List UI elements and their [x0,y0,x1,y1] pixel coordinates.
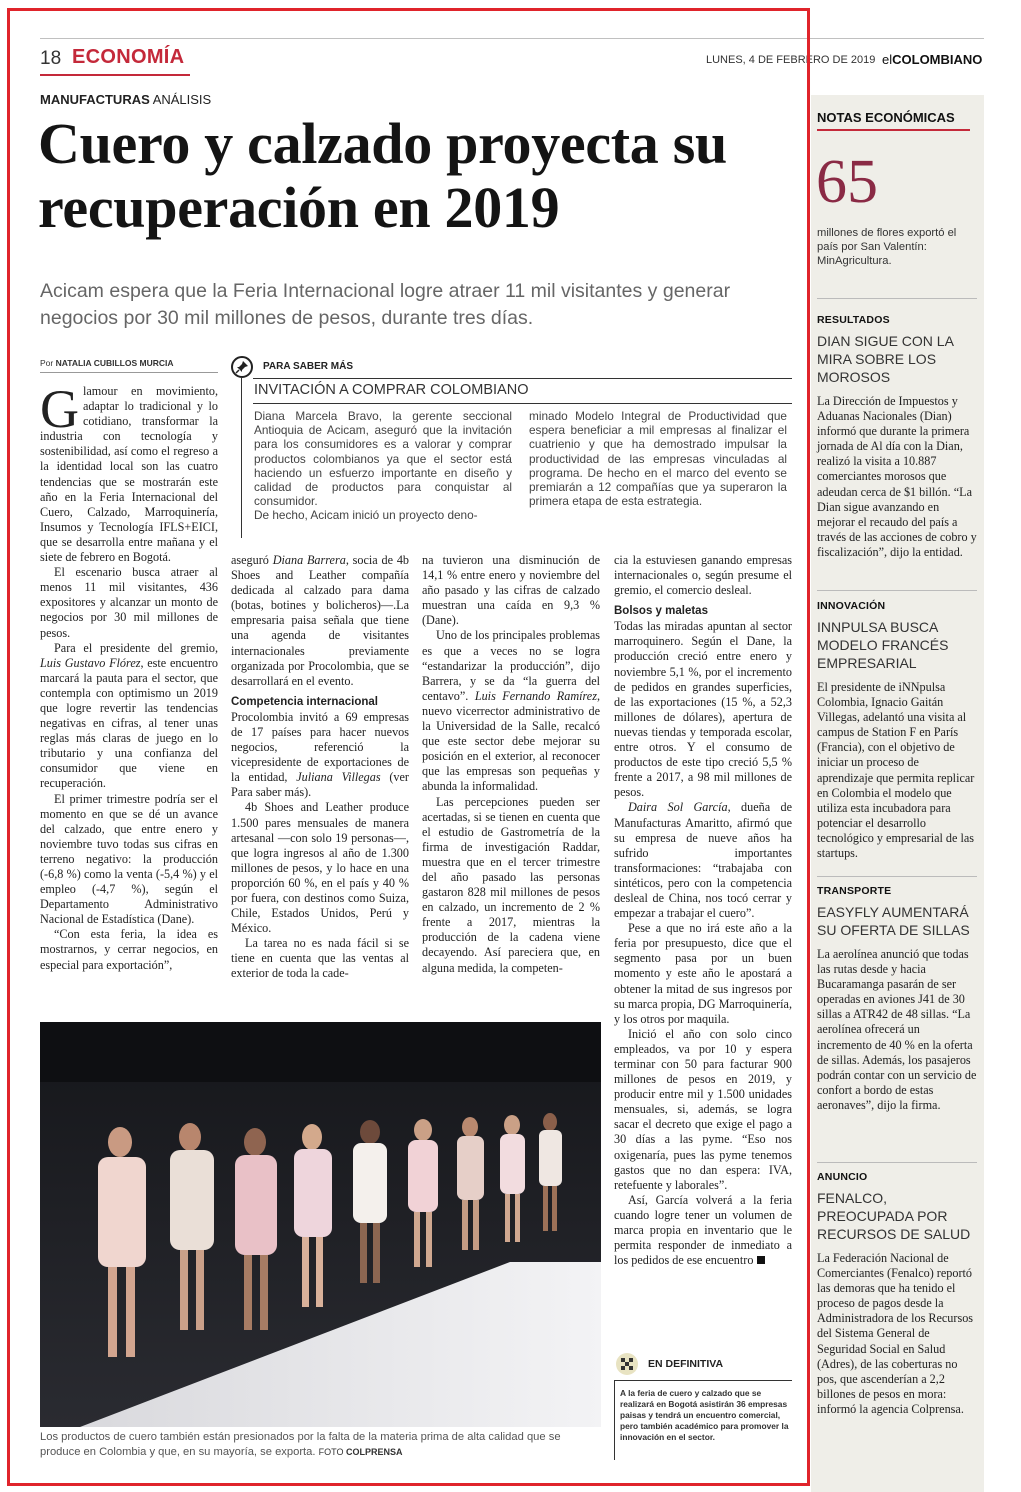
subheading: Competencia internacional [231,695,378,708]
paragraph: Todas las miradas apuntan al sector marroquinero. Según el Dane, la producción creció entre enero y noviembre 5,1 %, por el incremento de pedidos en grandes superficies, de las exportaciones (15 %, a 52,3 millones de dólares), apertura de nuevas tiendas y temporada escolar, entre otros. Y el consumo de productos de este tipo creció 5,5 % frente a 2017, a 98 mil millones de pesos. [614,619,792,800]
article-column-3 [422,553,600,976]
paragraph: La tarea no es nada fácil si se tiene en cuenta que las ventas al exterior de toda la cade- [231,936,409,981]
kicker-type: ANÁLISIS [152,92,212,107]
article-column-1 [40,379,218,973]
pin-icon [231,356,253,378]
paragraph-text: Uno de los principales problemas es que a veces no se logra “estandarizar la producción”, dijo Barrera, y se da “la guerra del centavo”. [422,628,600,703]
paragraph: “Con esta feria, la idea es mostrarnos, y cerrar negocios, en especial para exportación”, [40,927,218,972]
sidebar-heading-rule [817,129,970,131]
masthead-prefix: el [882,52,893,67]
person-name: Daira Sol García [628,800,728,815]
note-body: El presidente de iNNpulsa Colombia, Ignacio Gaitán Villegas, adelantó una visita al campus de Station F en París (Francia), con el objetivo de iniciar un proceso de aprendizaje que permita replicar en Colombia el modelo que utiliza esta incubadora para potenciar el desarrollo tecnológico y empresarial de las startups. [817,680,975,861]
summary-icon [616,1353,638,1375]
box-text-column-1 [254,409,512,523]
paragraph-text: Para el presidente del gremio, [54,640,218,655]
big-number: 65 [816,148,878,216]
runway-photo [40,1022,601,1427]
drop-cap: G [40,379,79,439]
sidebar-divider [817,590,977,591]
end-mark [757,1256,765,1264]
byline-prefix: Por [40,358,54,368]
byline-rule [40,372,218,373]
photo-credit [319,1447,403,1457]
box-label: EN DEFINITIVA [648,1358,724,1370]
note-title: DIAN SIGUE CON LA MIRA SOBRE LOS MOROSOS [817,333,954,385]
paragraph [231,710,409,801]
paragraph-text: , socia de 4b Shoes and Leather compañía dedicada al calzado para dama (botas, botines y bolicheros)—.La empresaria paisa señala que tiene una agenda de visitantes internacionales previamente organizada por Procolombia, que se desarrollará en el evento. [231,553,410,688]
big-number-text: millones de flores exportó el país por San Valentín: MinAgricultura. [817,227,957,267]
person-name: Luis Gustavo Flórez [40,655,141,670]
paragraph: El primer trimestre podría ser el momento en que se dé un avance del calzado, que entre enero y noviembre tuvo todas sus cifras en terreno negativo: la producción (-6,8 %) como la venta (-5,4 %) y el empleo (-4,7 %), según el Departamento Administrativo Nacional de Estadística (Dane). [40,791,218,927]
sidebar-note-innovacion [817,600,977,861]
note-title: FENALCO, PREOCUPADA POR RECURSOS DE SALUD [817,1190,971,1242]
section-name: ECONOMÍA [72,46,185,68]
caption-text: Los productos de cuero también están presionados por la falta de la materia prima de alta calidad que se produce en Colombia y que, en su mayoría, se exporta. [40,1431,561,1458]
note-category: INNOVACIÓN [817,600,886,612]
box-text-column-2: minado Modelo Integral de Productividad que espera beneficiar a mil empresas al finalizar el cuatrienio y que ha demostrado impulsar la productividad de las empresas vinculadas al programa. De hecho en el marco del evento se premiarán a 12 compañías que ya superaron la primera etapa de esta estrategia. [529,409,787,509]
person-name: Luis Fernando Ramírez [474,688,597,703]
summary-text: A la feria de cuero y calzado que se realizará en Bogotá asistirán 36 empresas paisas y tendrá un encuentro comercial, pero también académico para promover la innovación en el sector. [620,1388,789,1442]
paragraph [422,628,600,794]
sidebar-divider [817,1162,977,1163]
paragraph: Pese a que no irá este año a la feria por presupuesto, dice que el segmento pasa por un buen momento y este año le apostará a obtener la mitad de sus ingresos por su marca propia, DG Marroquinería, y los otros por maquila. [614,921,793,1026]
person-name: Juliana Villegas [296,770,381,785]
masthead [882,52,982,67]
box-rule [253,403,792,404]
box-rule [614,1380,792,1381]
note-body: La Dirección de Impuestos y Aduanas Nacionales (Dian) informó que durante la primera jornada de Al día con la Dian, realizó la visita a 10.887 comerciantes morosos que adeudan cerca de $1 billón. “La Dian sigue avanzando en mejorar el recaudo del país a través de las acciones de cobro y fiscalización”, dijo la entidad. [817,394,977,559]
article-column-2 [231,553,409,982]
paragraph: Inició el año con solo cinco empleados, va por 10 y espera terminar con 50 para facturar 900 millones de pesos en 2019, y producir entre mil y 1.500 unidades mensuales, si, además, se logra sacar el decreto que exige el pago a 30 días a las pyme. “Eso nos oxigenaría, pues las pyme tenemos gastos que no dan espera: IVA, retefuente y laborales”. [614,1026,792,1192]
paragraph: cia la estuviesen ganando empresas internacionales o, según presume el gremio, el comercio desleal. [614,553,792,598]
paragraph-text: , dueña de Manufacturas Amaritto, afirmó que su empresa de nueve años ha sufrido importantes transformaciones: “trabajaba con sintéticos, pero con la competencia desleal de China, nos tocó cerrar y empezar a trabajar el cuero”. [614,800,792,921]
paragraph [614,1193,792,1268]
note-title: EASYFLY AUMENTARÁ SU OFERTA DE SILLAS [817,904,970,938]
box-label: PARA SABER MÁS [263,361,354,372]
paragraph: Las percepciones pueden ser acertadas, si se tienen en cuenta que el estudio de Gastrometría de la firma de investigación Raddar, muestra que en el tercer trimestre del año pasado las personas gastaron 828 mil millones de pesos en calzado, un incremento de 2 % frente a 2017, mientras la producción de la cadena viene decayendo. Así pareciera que, en alguna medida, la competen- [422,794,600,975]
box-paragraph: De hecho, Acicam inició un proyecto deno- [254,508,478,523]
paragraph-text: aseguró [231,553,273,567]
paragraph-text: Así, García volverá a la feria cuando logre tener un volumen de marca propia en inventario que le permita responder de inmediato a los pedidos de ese encuentro [614,1192,792,1268]
note-category: TRANSPORTE [817,885,892,897]
paragraph-text: , este encuentro marcará la pauta para el sector, que contempla con optimismo un 2019 que logre revertir las tendencias negativas en cifras, al tener unas reglas más claras de juego en lo tributario y una confianza del consumidor que viene en recuperación. [40,655,218,791]
sidebar-note-resultados [817,314,977,560]
credit-agency: COLPRENSA [345,1446,403,1457]
sidebar-note-anuncio [817,1171,977,1417]
paragraph-text: (ver Para saber más). [231,770,409,800]
page-number: 18 [40,48,62,69]
section-rule [40,74,190,76]
sidebar-divider [817,298,977,299]
paragraph: na tuvieron una disminución de 14,1 % entre enero y noviembre del año pasado y las cifras de calzado muestran una caída en 9,3 % (Dane). [422,553,600,628]
byline-author: NATALIA CUBILLOS MURCIA [55,358,174,368]
box-rule-vertical [614,1380,615,1460]
note-body: La aerolínea anunció que todas las rutas desde y hacia Bucaramanga pasarán de ser operadas en aviones J41 de 30 sillas a ATR42 de 48 sillas. “La aerolínea ofrecerá un incremento de 40 % en la oferta de sillas. Además, los pasajeros podrán contar con un servicio de confort a bordo de estas aeronaves”, dijo la firma. [817,947,977,1112]
sidebar-divider [817,876,977,877]
paragraph [231,553,409,689]
para-saber-mas-box [231,356,792,546]
paragraph-text: , nuevo vicerrector administrativo de la Universidad de la Salle, recalcó que este sector debe mejorar su posición en el exterior, al reconocer que las empresas son pequeñas y abunda la informalidad. [422,688,600,794]
paragraph: 4b Shoes and Leather produce 1.500 pares mensuales de manera artesanal —con solo 19 personas—, que logra ingresos al año de 1.300 millones de pesos, y lo hace en una proporción 60 %, en el país y 40 % por fuera, con destinos como Suiza, Chile, Estados Unidos, Perú y México. [231,800,409,936]
sidebar-note-transporte [817,885,977,1113]
paragraph-text: lamour en movimiento, adaptar lo tradicional y lo cotidiano, transformar la industria con tecnología y sostenibilidad, así como el regreso a la identidad local son las cuatro tendencias que se mostrarán este año en la Feria Internacional del Cuero, Calzado, Marroquinería, Insumos y Tecnología IFLS+EICI, que se desarrolla entre mañana y el siete de febrero en Bogotá. [40,384,218,565]
byline [40,358,174,368]
box-title: INVITACIÓN A COMPRAR COLOMBIANO [254,382,529,398]
paragraph [40,379,218,565]
kicker [40,92,211,107]
paragraph-text: Procolombia invitó a 69 empresas de 17 países para hacer nuevos negocios, referenció la vicepresidente de exportaciones de la entidad, [231,709,409,785]
note-body: La Federación Nacional de Comerciantes (Fenalco) reportó las demoras que ha tenido el proceso de pagos desde la Administradora de los Recursos del Sistema General de Seguridad Social en Salud (Adres), de las coberturas no pos, que ascenderían a 2,2 billones de pesos en mora: informó la agencia Colprensa. [817,1251,974,1416]
subheading: Bolsos y maletas [614,605,708,618]
note-title: INNPULSA BUSCA MODELO FRANCÉS EMPRESARIAL [817,619,949,671]
box-paragraph: Diana Marcela Bravo, la gerente seccional Antioquia de Acicam, aseguró que la invitación para los consumidores es a valorar y comprar productos colombianos ya que el sector está haciendo un esfuerzo importante en diseño y calidad de productos para conquistar al consumidor. [254,409,512,509]
en-definitiva-box [614,1350,792,1460]
credit-prefix: FOTO [318,1446,344,1457]
person-name: Diana Barrera [272,553,346,567]
paragraph [614,800,792,921]
masthead-name: COLOMBIANO [892,52,983,67]
deck: Acicam espera que la Feria Internacional logre atraer 11 mil visitantes y generar negocios por 30 mil millones de pesos, durante tres días. [40,280,731,329]
issue-date: LUNES, 4 DE FEBRERO DE 2019 [706,54,876,66]
sidebar-heading: NOTAS ECONÓMICAS [817,110,955,125]
box-rule [253,378,792,379]
kicker-topic: MANUFACTURAS [40,92,150,107]
article-column-4 [614,553,792,1268]
note-category: ANUNCIO [817,1171,868,1183]
box-rule-vertical [241,378,242,538]
paragraph: El escenario busca atraer al menos 11 mil visitantes, 436 expositores y alcanzar un monto de negocios por 30 mil millones de pesos. [40,565,218,640]
photo-caption [40,1430,601,1459]
paragraph [40,641,218,792]
note-category: RESULTADOS [817,314,890,326]
headline: Cuero y calzado proyecta su recuperación en 2019 [38,111,727,240]
header-rule [40,38,984,39]
